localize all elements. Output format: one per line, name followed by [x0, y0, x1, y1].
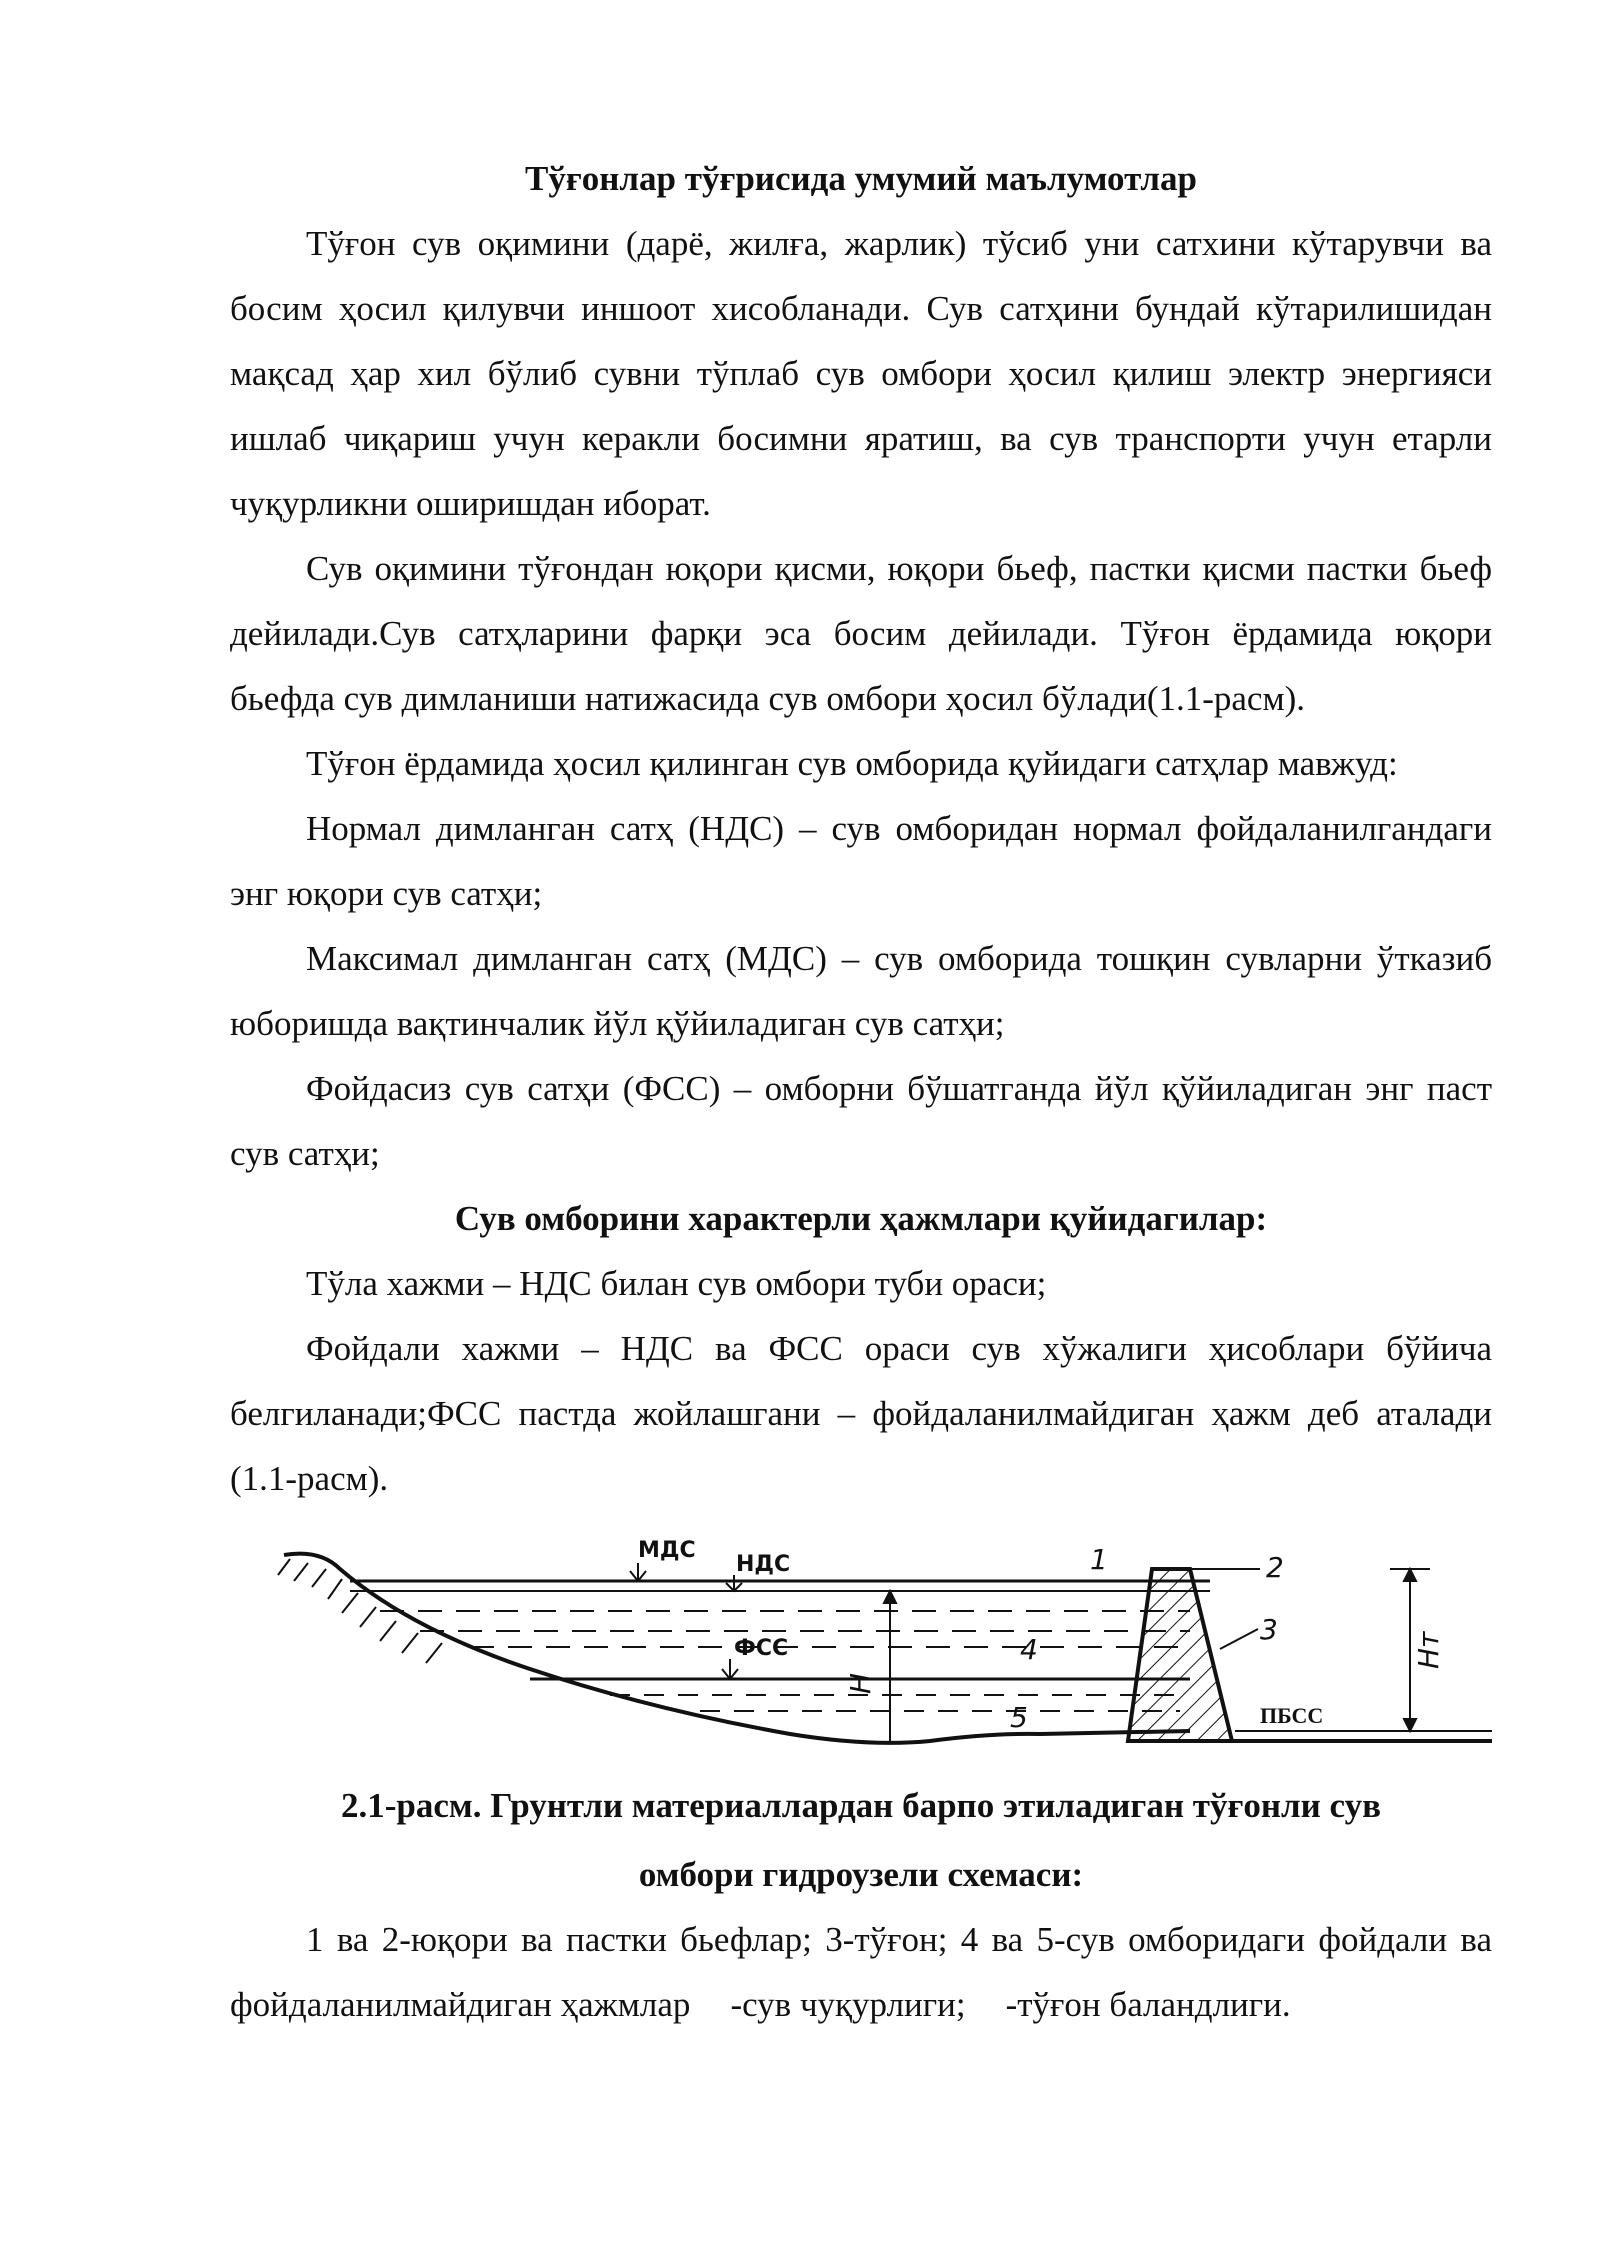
- fss-label: ФСС: [734, 1636, 789, 1661]
- label-5: 5: [1010, 1701, 1028, 1734]
- pbss-label: ПБСС: [1260, 1703, 1324, 1728]
- figure-legend: [230, 1907, 1492, 2037]
- label-1: 1: [1090, 1543, 1108, 1576]
- label-4: 4: [1020, 1633, 1038, 1666]
- legend-part-1: 1 ва 2-юқори ва пастки бьефлар; 3-тўғон; 4 ва 5-сув омборидаги фойдали ва фойдаланилмайдиган ҳажмлар: [230, 1920, 1492, 2024]
- mds-label: МДС: [638, 1538, 696, 1563]
- paragraph-nds: Нормал димланган сатҳ (НДС) – сув омборидан нормал фойдаланилгандаги энг юқори сув сатҳи;: [230, 809, 1492, 913]
- label-2: 2: [1266, 1551, 1284, 1584]
- figure-caption-line-2: омбори гидроузели схемаси:: [638, 1855, 1084, 1894]
- paragraph-fss: Фойдасиз сув сатҳи (ФСС) – омборни бўшатганда йўл қўйиладиган энг паст сув сатҳи;: [230, 1069, 1492, 1173]
- paragraph-dam-definition: Тўғон сув оқимини (дарё, жилға, жарлик) тўсиб уни сатхини кўтарувчи ва босим ҳосил қилувчи иншоот хисобланади. Сув сатҳини бундай кўтарилишидан мақсад ҳар хил бўлиб сувни тўплаб сув омбори ҳосил қилиш электр энергияси ишлаб чиқариш учун керакли босимни яратиш, ва сув транспорти учун етарли чуқурликни оширишдан иборат.: [230, 224, 1492, 523]
- reservoir-diagram-svg: [230, 1519, 1492, 1769]
- dead-volume-lines: [610, 1695, 1180, 1711]
- ground-hatch: [278, 1559, 442, 1663]
- figure-caption-line-1: 2.1-расм. Грунтли материаллардан барпо этиладиган тўғонли сув: [340, 1786, 1382, 1825]
- depth-h-label: H: [844, 1672, 877, 1694]
- dam-body: [1128, 1569, 1232, 1741]
- paragraph-levels-intro: Тўғон ёрдамида ҳосил қилинган сув омборида қуйидаги сатҳлар мавжуд:: [306, 744, 1398, 783]
- paragraph-mds: Максимал димланган сатҳ (МДС) – сув омборида тошқин сувларни ўтказиб юборишда вақтинчалик йўл қўйиладиган сув сатҳи;: [230, 939, 1492, 1043]
- label-3: 3: [1260, 1613, 1278, 1646]
- depth-dimension: [884, 1591, 896, 1741]
- reservoir-diagram: [230, 1519, 1492, 1769]
- nds-label: НДС: [736, 1552, 791, 1577]
- paragraph-bief: Сув оқимини тўғондан юқори қисми, юқори бьеф, пастки қисми пастки бьеф дейилади.Сув сатҳларини фарқи эса босим дейилади. Тўғон ёрдамида юқори бьефда сув димланиши натижасида сув омбори ҳосил бўлади(1.1-расм).: [230, 549, 1492, 718]
- section-subtitle: Сув омборини характерли ҳажмлари қуйидагилар:: [454, 1199, 1268, 1238]
- paragraph-useful-volume: Фойдали хажми – НДС ва ФСС ораси сув хўжалиги ҳисоблари бўйича белгиланади;ФСС пастда жойлашгани – фойдаланилмайдиган ҳажм деб аталади (1.1-расм).: [230, 1329, 1492, 1498]
- legend-part-3: -тўғон баландлиги.: [1005, 1985, 1291, 2024]
- dam-height-label: Hт: [1412, 1631, 1445, 1669]
- legend-part-2: -сув чуқурлиги;: [730, 1985, 966, 2024]
- document-content: [230, 146, 1492, 2037]
- paragraph-total-volume: Тўла хажми – НДС билан сув омбори туби ораси;: [306, 1264, 1047, 1303]
- page-title: Тўғонлар тўғрисида умумий маълумотлар: [525, 159, 1197, 198]
